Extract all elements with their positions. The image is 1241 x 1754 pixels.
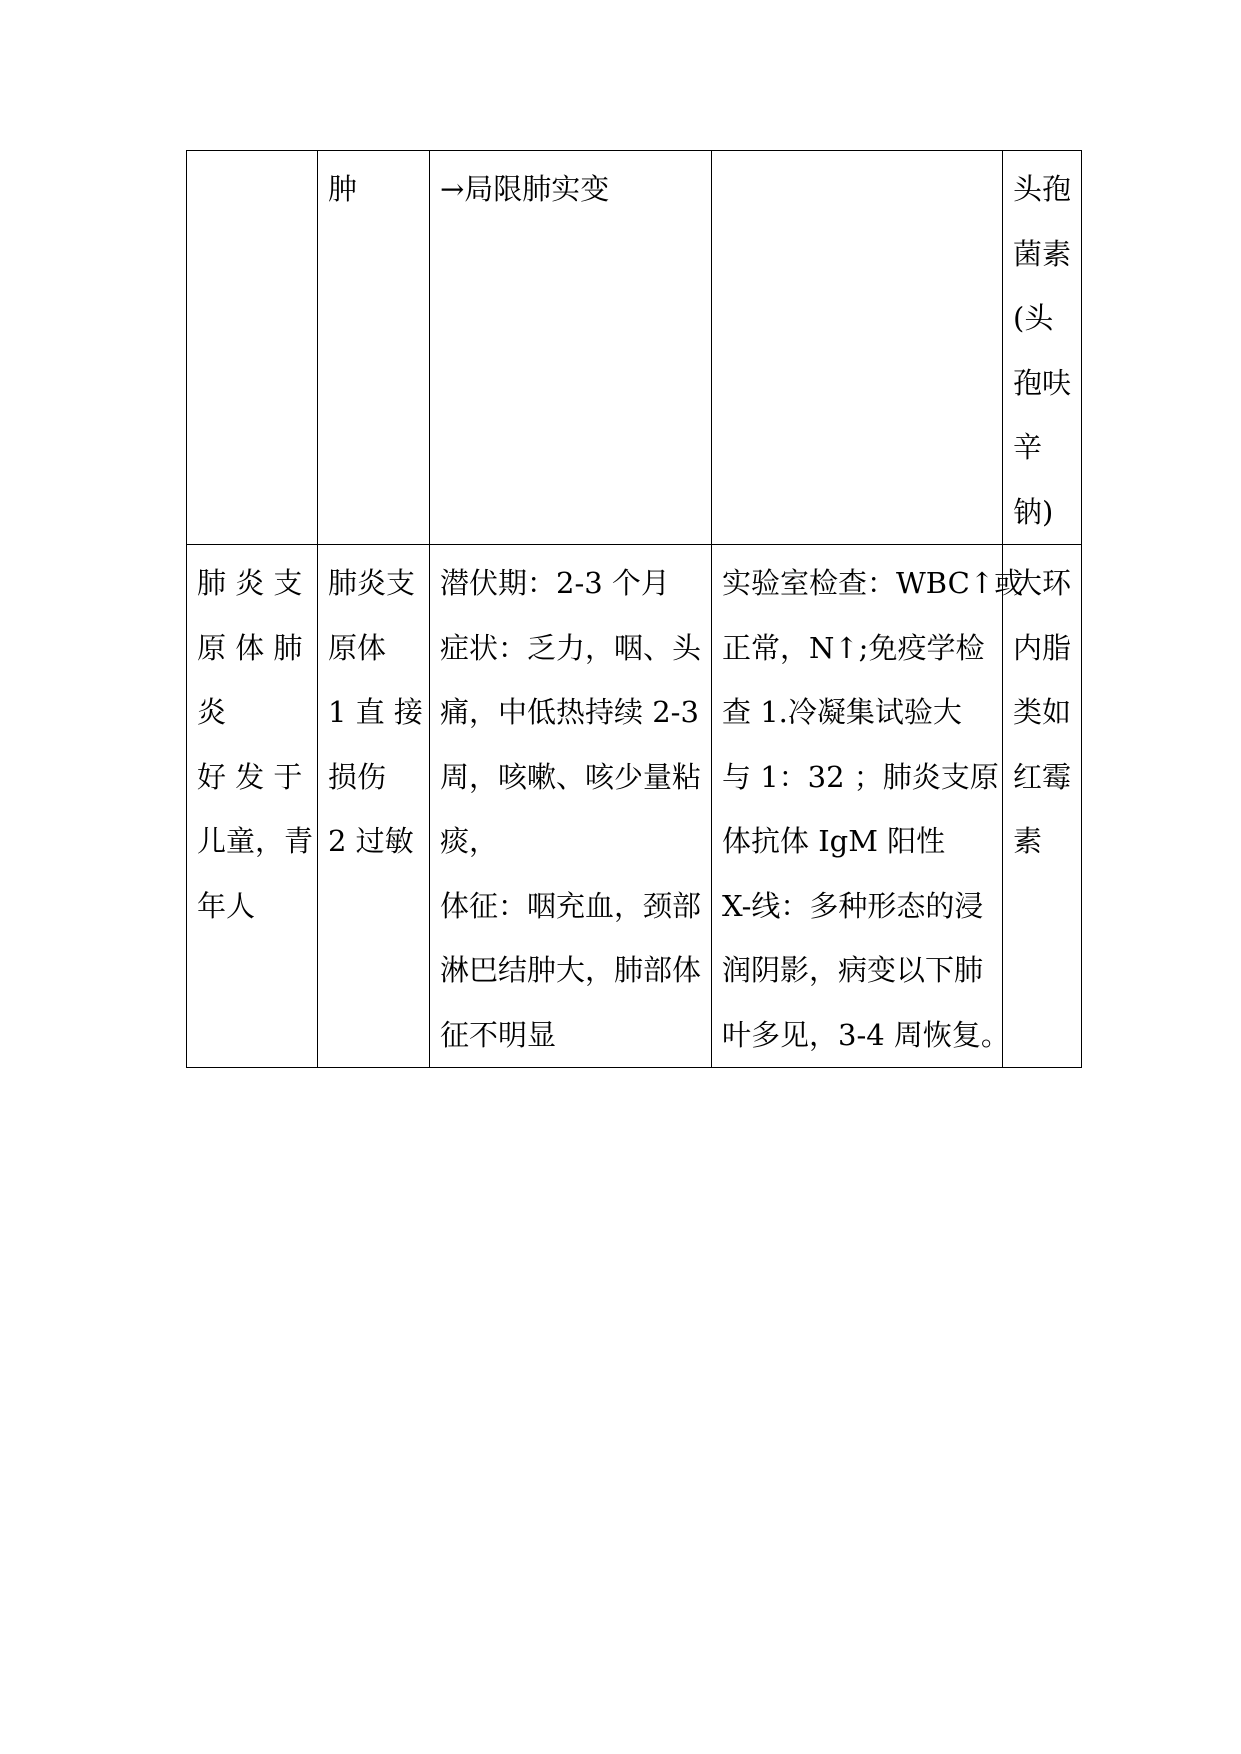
cell-line: 2 过敏: [328, 824, 414, 858]
cell-line: 头孢: [1013, 172, 1072, 206]
cell-line: 类如: [1013, 695, 1072, 729]
cell-line: 实验室检查：WBC↑或: [722, 566, 1024, 600]
cell-line: 征不明显: [440, 1017, 557, 1052]
cell-line: 肿: [328, 172, 358, 206]
cell-exam: [712, 545, 1024, 1068]
cell-clinical: [430, 545, 712, 1068]
cell-line: 钠): [1013, 494, 1054, 529]
cell-line: X-线：多种形态的浸: [722, 888, 984, 923]
cell-line: 好 发 于: [197, 759, 303, 794]
cell-exam: [712, 151, 1003, 545]
cell-line: 与 1：32 ；肺炎支原: [722, 759, 999, 794]
cell-line: 损伤: [328, 759, 387, 794]
cell-pathogen: [318, 151, 430, 545]
cell-line: 淋巴结肿大，肺部体: [440, 953, 702, 987]
cell-line: 红霉: [1013, 759, 1072, 794]
cell-drug: [1003, 151, 1082, 545]
cell-line: 痛，中低热持续 2-3: [440, 695, 699, 729]
cell-line: 菌素: [1013, 236, 1072, 271]
cell-clinical: [430, 151, 712, 545]
cell-line: →局限肺实变: [440, 172, 610, 206]
cell-line: 辛: [1013, 430, 1043, 464]
cell-line: 周，咳嗽、咳少量粘: [440, 759, 702, 794]
cell-line: 原体: [328, 630, 387, 665]
cell-line: 儿童，青: [197, 824, 314, 858]
cell-line: 1 直 接: [328, 695, 423, 729]
cell-line: 体抗体 IgM 阳性: [722, 824, 946, 858]
table-row: [187, 545, 1082, 1068]
cell-line: 潜伏期：2-3 个月: [440, 566, 670, 600]
cell-line: 体征：咽充血，颈部: [440, 888, 702, 923]
cell-line: 润阴影，病变以下肺: [722, 953, 984, 987]
cell-line: 痰，: [440, 824, 499, 858]
cell-disease: [187, 545, 318, 1068]
cell-line: 孢呋: [1013, 365, 1072, 400]
disease-table: [186, 150, 1082, 1068]
cell-line: 正常，N↑;免疫学检: [722, 630, 985, 665]
cell-drug: [1003, 545, 1082, 1068]
cell-line: (头: [1013, 301, 1054, 335]
table-row: [187, 151, 1082, 545]
cell-line: 大环: [1013, 566, 1072, 600]
cell-line: 内脂: [1013, 630, 1072, 665]
cell-line: 素: [1013, 824, 1043, 858]
cell-line: 炎: [197, 695, 227, 729]
cell-pathogen: [318, 545, 430, 1068]
cell-line: 原 体 肺: [197, 630, 303, 665]
cell-line: 年人: [197, 888, 256, 923]
cell-disease: [187, 151, 318, 545]
cell-line: 查 1.冷凝集试验大: [722, 695, 962, 729]
cell-line: 肺炎支: [328, 566, 416, 600]
cell-line: 症状：乏力，咽、头: [440, 630, 702, 665]
cell-line: 肺 炎 支: [197, 566, 303, 600]
cell-line: 叶多见，3-4 周恢复。: [722, 1017, 1010, 1052]
